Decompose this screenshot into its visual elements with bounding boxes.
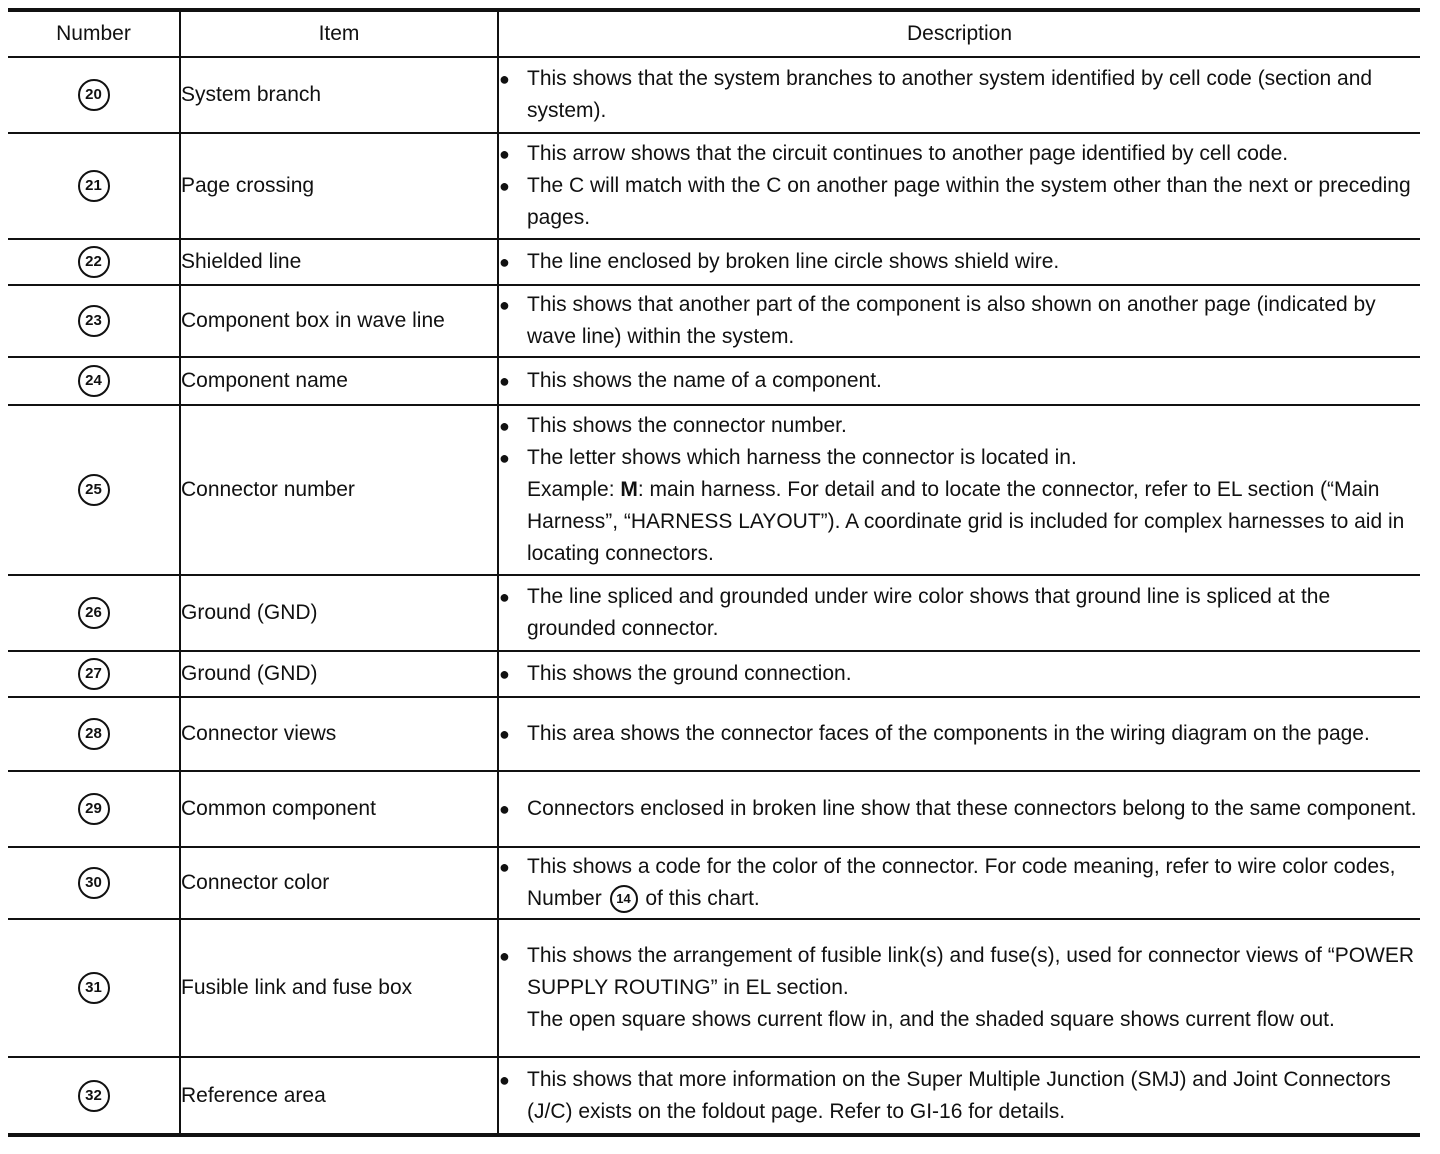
table-header-row — [8, 10, 1420, 57]
table-row — [8, 357, 1420, 405]
item-label: Common component — [180, 771, 498, 847]
circled-number: 30 — [78, 867, 110, 899]
bullet-icon: ● — [499, 724, 510, 744]
item-label: Ground (GND) — [180, 651, 498, 697]
bullet-icon: ● — [499, 857, 510, 877]
bullet-icon: ● — [499, 799, 510, 819]
circled-number: 27 — [78, 658, 110, 690]
description-text: This shows that the system branches to another system identified by cell code (section and system). — [527, 67, 1373, 122]
wiring-legend-table — [8, 8, 1420, 1137]
description-cell — [498, 697, 1420, 771]
item-label: Ground (GND) — [180, 575, 498, 651]
circled-number: 26 — [78, 597, 110, 629]
item-label: Page crossing — [180, 133, 498, 239]
table-row — [8, 405, 1420, 575]
circled-number-reference: 14 — [610, 885, 638, 913]
description-cell — [498, 239, 1420, 285]
item-label: Reference area — [180, 1057, 498, 1135]
table-row — [8, 651, 1420, 697]
description-cell — [498, 405, 1420, 575]
item-label: Connector views — [180, 697, 498, 771]
example-paragraph: Example: M: main harness. For detail and to locate the connector, refer to EL section (“Main Harness”, “HARNESS LAYOUT”). A coordinate grid is included for complex harnesses to aid in locating connectors. — [527, 478, 1405, 565]
circled-number: 23 — [78, 305, 110, 337]
description-text: The line enclosed by broken line circle shows shield wire. — [527, 250, 1060, 273]
bullet-icon: ● — [499, 1069, 510, 1090]
harness-letter: M — [620, 478, 638, 501]
description-cell — [498, 847, 1420, 919]
description-text: This shows the ground connection. — [527, 662, 852, 685]
item-label: Shielded line — [180, 239, 498, 285]
bullet-icon: ● — [499, 176, 510, 196]
item-label: Component box in wave line — [180, 285, 498, 357]
description-cell — [498, 771, 1420, 847]
bullet-icon: ● — [499, 946, 510, 966]
description-text: The line spliced and grounded under wire color shows that ground line is spliced at the grounded connector. — [527, 585, 1331, 640]
circled-number: 28 — [78, 718, 110, 750]
circled-number: 22 — [78, 246, 110, 278]
item-label: Component name — [180, 357, 498, 405]
circled-number: 21 — [78, 170, 110, 202]
item-label: Fusible link and fuse box — [180, 919, 498, 1057]
item-label: Connector color — [180, 847, 498, 919]
header-number: Number — [8, 10, 180, 57]
item-label: Connector number — [180, 405, 498, 575]
description-text: The C will match with the C on another page within the system other than the next or preceding pages. — [527, 174, 1411, 229]
table-row — [8, 285, 1420, 357]
bullet-icon: ● — [499, 144, 510, 164]
circled-number: 32 — [78, 1080, 110, 1112]
description-text: Connectors enclosed in broken line show that these connectors belong to the same component. — [527, 797, 1417, 820]
description-text: This shows a code for the color of the connector. For code meaning, refer to wire color codes, Number 14 of this chart. — [527, 851, 1420, 915]
description-text: The letter shows which harness the connector is located in. — [527, 446, 1077, 469]
description-paragraph: The open square shows current flow in, and the shaded square shows current flow out. — [527, 1008, 1335, 1031]
description-text: This shows that another part of the component is also shown on another page (indicated by wave line) within the system. — [527, 293, 1376, 348]
item-label: System branch — [180, 57, 498, 133]
description-text: This area shows the connector faces of the components in the wiring diagram on the page. — [527, 722, 1370, 745]
description-cell — [498, 919, 1420, 1057]
description-text: This shows that more information on the Super Multiple Junction (SMJ) and Joint Connectors (J/C) exists on the foldout page. Refer to GI-16 for details. — [527, 1067, 1391, 1123]
table-row — [8, 919, 1420, 1057]
circled-number: 24 — [78, 365, 110, 397]
bullet-icon: ● — [499, 448, 510, 468]
description-cell — [498, 133, 1420, 239]
description-text: This shows the connector number. — [527, 414, 847, 437]
table-row — [8, 1057, 1420, 1135]
description-cell — [498, 357, 1420, 405]
bullet-icon: ● — [499, 252, 510, 272]
table-row — [8, 239, 1420, 285]
header-item: Item — [180, 10, 498, 57]
header-description: Description — [498, 10, 1420, 57]
circled-number: 31 — [78, 972, 110, 1004]
description-cell — [498, 285, 1420, 357]
bullet-icon: ● — [499, 587, 510, 607]
description-cell — [498, 651, 1420, 697]
description-cell — [498, 1057, 1420, 1135]
bullet-icon: ● — [499, 295, 510, 315]
description-text: This shows the arrangement of fusible link(s) and fuse(s), used for connector views of “POWER SUPPLY ROUTING” in EL section. — [527, 944, 1415, 999]
table-row — [8, 57, 1420, 133]
description-cell — [498, 575, 1420, 651]
table-row — [8, 697, 1420, 771]
circled-number: 20 — [78, 79, 110, 111]
bullet-icon: ● — [499, 69, 510, 89]
table-row — [8, 575, 1420, 651]
circled-number: 25 — [78, 474, 110, 506]
circled-number: 29 — [78, 793, 110, 825]
description-text: This shows the name of a component. — [527, 369, 882, 392]
table-row — [8, 133, 1420, 239]
bullet-icon: ● — [499, 416, 510, 436]
description-cell — [498, 57, 1420, 133]
bullet-icon: ● — [499, 664, 510, 684]
table-row — [8, 847, 1420, 919]
bullet-icon: ● — [499, 371, 510, 391]
description-text: This arrow shows that the circuit continues to another page identified by cell code. — [527, 142, 1289, 165]
table-row — [8, 771, 1420, 847]
